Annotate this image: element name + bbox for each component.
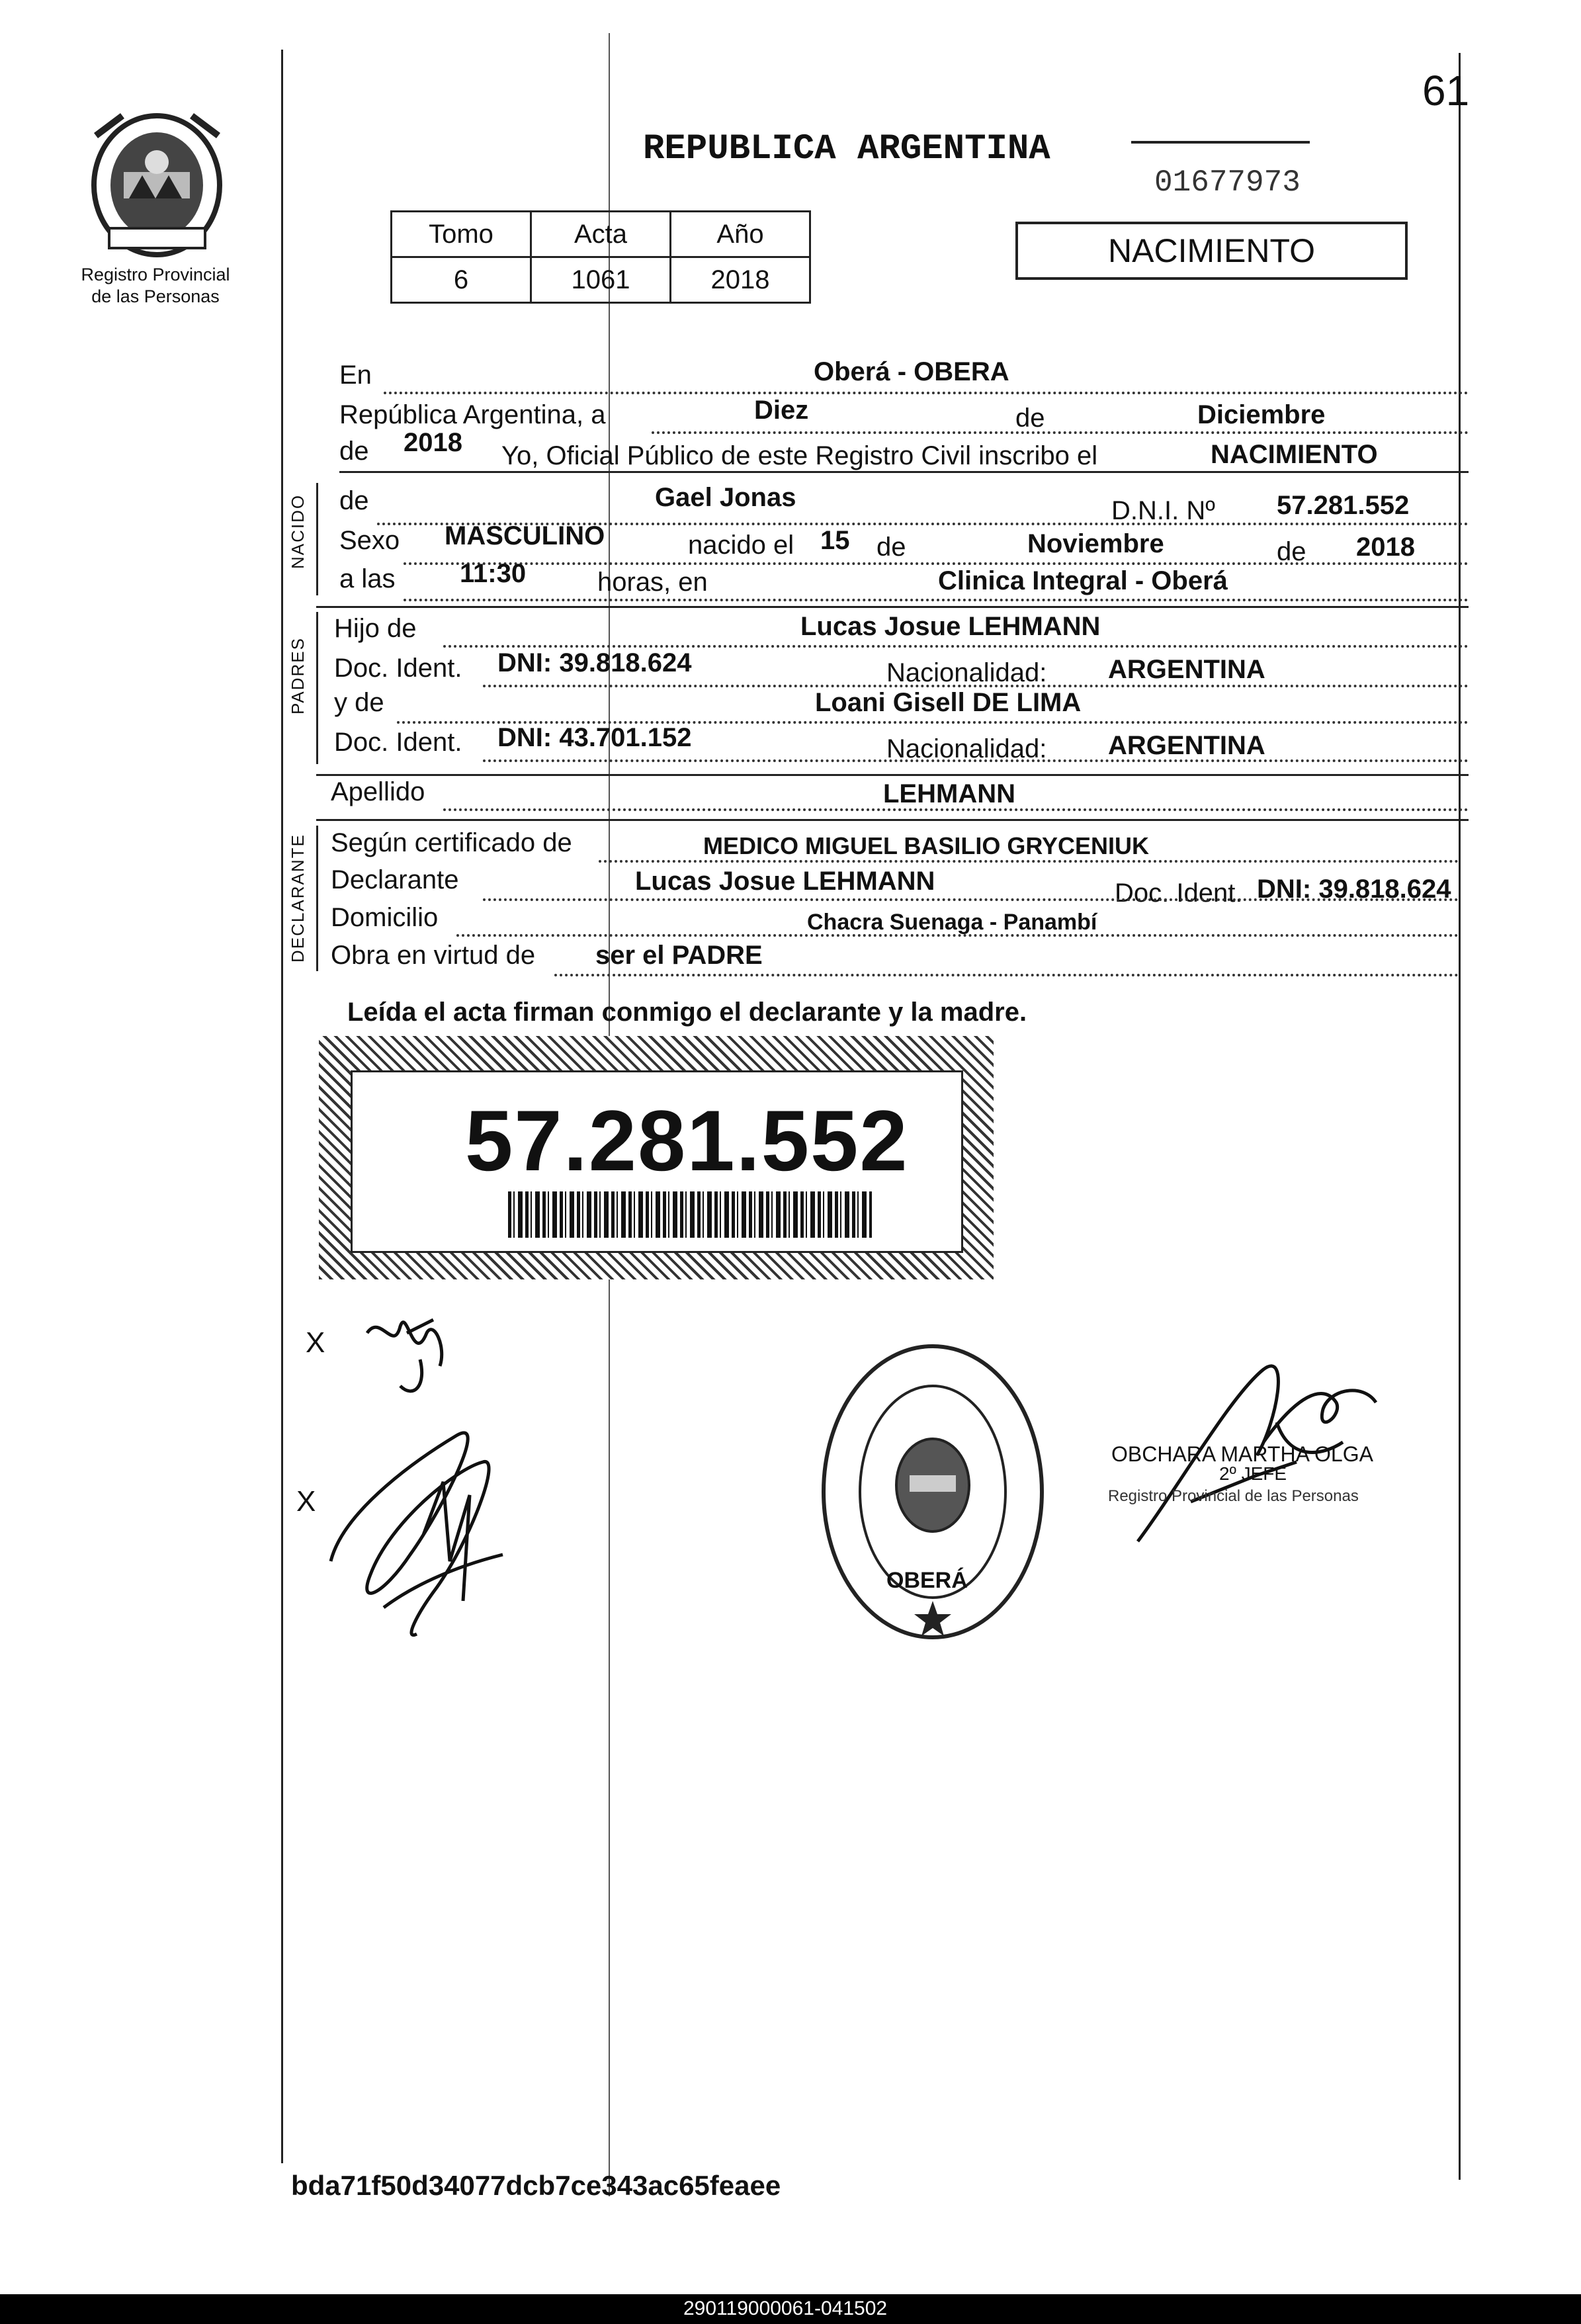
madre-value: Loani Gisell DE LIMA bbox=[815, 688, 1082, 717]
inscribo-label: Yo, Oficial Público de este Registro Civil inscribo el bbox=[501, 441, 1098, 470]
section-divider bbox=[316, 774, 1469, 776]
table-value-anio: 2018 bbox=[671, 257, 810, 303]
madre-doc-label: Doc. Ident. bbox=[334, 728, 462, 757]
table-header-tomo: Tomo bbox=[392, 212, 531, 257]
hora-value: 11:30 bbox=[460, 559, 527, 588]
inscribo-value: NACIMIENTO bbox=[1211, 440, 1378, 469]
table-header-acta: Acta bbox=[531, 212, 671, 257]
nombre-label: de bbox=[339, 486, 369, 515]
dni-barcode bbox=[508, 1191, 872, 1238]
declarante-label: Declarante bbox=[331, 865, 459, 894]
side-label-nacido: NACIDO bbox=[288, 494, 308, 569]
dni-label: D.N.I. Nº bbox=[1111, 496, 1215, 525]
dotted-line bbox=[404, 562, 1469, 565]
a-las-label: a las bbox=[339, 564, 396, 593]
nombre-value: Gael Jonas bbox=[655, 483, 796, 512]
certificado-label: Según certificado de bbox=[331, 828, 572, 857]
section-divider bbox=[316, 606, 1469, 608]
section-divider bbox=[316, 819, 1469, 821]
logo-caption-line2: de las Personas bbox=[91, 286, 220, 306]
dia-value: Diez bbox=[754, 396, 809, 425]
madre-nac: ARGENTINA bbox=[1108, 731, 1265, 760]
register-table bbox=[390, 210, 811, 304]
title-strike bbox=[1131, 141, 1310, 144]
declarante-bracket bbox=[316, 826, 318, 971]
dotted-line bbox=[554, 974, 1459, 976]
document-hash: bda71f50d34077dcb7ce343ac65feaee bbox=[291, 2170, 781, 2201]
nacido-dia: 15 bbox=[820, 526, 850, 555]
y-de-label: y de bbox=[334, 688, 384, 717]
dotted-line bbox=[443, 808, 1469, 811]
nacido-label: nacido el bbox=[688, 531, 794, 560]
nacido-mes: Noviembre bbox=[1027, 529, 1164, 558]
signature-mark-2: X bbox=[296, 1485, 316, 1518]
padre-nac: ARGENTINA bbox=[1108, 655, 1265, 684]
de-label-2: de bbox=[339, 437, 369, 466]
side-label-declarante: DECLARANTE bbox=[288, 834, 308, 963]
domicilio-value: Chacra Suenaga - Panambí bbox=[807, 910, 1097, 935]
dotted-line bbox=[483, 685, 1469, 687]
serial-number: 01677973 bbox=[1154, 165, 1301, 200]
declarante-doc-label: Doc. Ident. bbox=[1115, 879, 1243, 908]
de-label-3: de bbox=[876, 533, 906, 562]
madre-nac-label: Nacionalidad: bbox=[886, 734, 1047, 763]
dotted-line bbox=[483, 759, 1469, 762]
dotted-line bbox=[483, 898, 1459, 901]
official-role: 2º JEFE bbox=[1219, 1463, 1287, 1484]
country-title: REPUBLICA ARGENTINA bbox=[643, 129, 1050, 169]
certificado-value: MEDICO MIGUEL BASILIO GRYCENIUK bbox=[703, 832, 1150, 859]
madre-doc: DNI: 43.701.152 bbox=[497, 723, 692, 752]
table-value-tomo: 6 bbox=[392, 257, 531, 303]
nacido-anio: 2018 bbox=[1356, 533, 1415, 562]
left-margin-line bbox=[281, 50, 283, 2163]
obra-label: Obra en virtud de bbox=[331, 941, 536, 970]
dni-value: 57.281.552 bbox=[1277, 491, 1410, 520]
table-header-anio: Año bbox=[671, 212, 810, 257]
footer-code: 290119000061-041502 bbox=[683, 2298, 888, 2319]
registry-seal bbox=[817, 1340, 1048, 1644]
footer-bar bbox=[0, 2294, 1581, 2324]
de-label-1: de bbox=[1015, 404, 1045, 433]
mes-value: Diciembre bbox=[1197, 400, 1326, 429]
declarante-value: Lucas Josue LEHMANN bbox=[635, 867, 935, 896]
padre-nac-label: Nacionalidad: bbox=[886, 658, 1047, 687]
hijo-de-label: Hijo de bbox=[334, 614, 417, 643]
dni-ticket bbox=[319, 1036, 994, 1279]
domicilio-label: Domicilio bbox=[331, 903, 439, 932]
dni-ticket-panel bbox=[351, 1070, 963, 1253]
closing-statement: Leída el acta firman conmigo el declarante y la madre. bbox=[347, 998, 1027, 1027]
horas-en-label: horas, en bbox=[597, 568, 708, 597]
dotted-line bbox=[384, 392, 1469, 394]
page-number: 61 bbox=[1422, 67, 1470, 114]
anio-value: 2018 bbox=[404, 428, 462, 457]
dotted-line bbox=[652, 431, 1469, 434]
dni-ticket-number: 57.281.552 bbox=[465, 1092, 909, 1189]
en-value: Oberá - OBERA bbox=[814, 357, 1009, 386]
official-office: Registro Provincial de las Personas bbox=[1108, 1487, 1359, 1505]
padres-bracket bbox=[316, 612, 318, 764]
side-label-padres: PADRES bbox=[288, 637, 308, 714]
dotted-line bbox=[404, 599, 1469, 601]
declarante-doc: DNI: 39.818.624 bbox=[1257, 875, 1451, 904]
apellido-value: LEHMANN bbox=[883, 779, 1015, 808]
de-label-4: de bbox=[1277, 537, 1306, 566]
right-margin-line bbox=[1459, 53, 1461, 2180]
signature-mark-1: X bbox=[306, 1326, 325, 1359]
dotted-line bbox=[443, 645, 1469, 648]
record-type-box: NACIMIENTO bbox=[1015, 222, 1408, 280]
section-divider bbox=[339, 471, 1469, 473]
seal-city: OBERÁ bbox=[886, 1568, 968, 1593]
table-value-acta: 1061 bbox=[531, 257, 671, 303]
en-label: En bbox=[339, 361, 372, 390]
sexo-label: Sexo bbox=[339, 526, 400, 555]
obra-value: ser el PADRE bbox=[595, 941, 763, 970]
province-logo bbox=[83, 109, 232, 261]
republica-label: República Argentina, a bbox=[339, 400, 606, 429]
padre-value: Lucas Josue LEHMANN bbox=[800, 612, 1101, 641]
dotted-line bbox=[456, 934, 1459, 937]
logo-caption-line1: Registro Provincial bbox=[81, 265, 230, 284]
official-name: OBCHARA MARTHA OLGA bbox=[1111, 1442, 1373, 1466]
signature-madre bbox=[304, 1389, 542, 1654]
dotted-line bbox=[599, 860, 1459, 863]
padre-doc-label: Doc. Ident. bbox=[334, 654, 462, 683]
nacido-bracket bbox=[316, 483, 318, 595]
padre-doc: DNI: 39.818.624 bbox=[497, 648, 692, 677]
sexo-value: MASCULINO bbox=[445, 521, 605, 550]
lugar-value: Clinica Integral - Oberá bbox=[938, 566, 1228, 595]
apellido-label: Apellido bbox=[331, 777, 425, 806]
